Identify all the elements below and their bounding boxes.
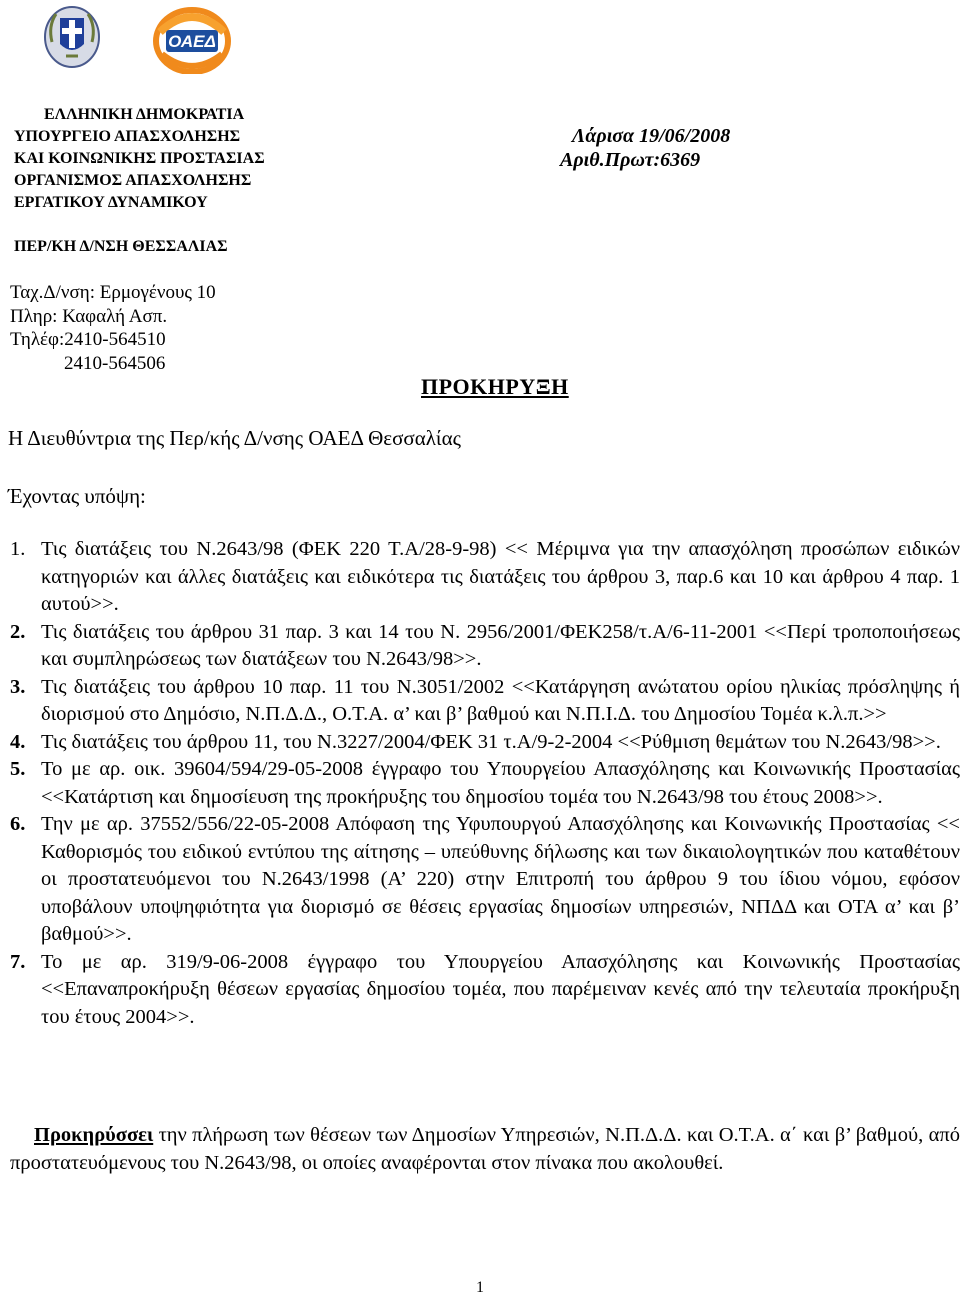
list-item-text: Τις διατάξεις του Ν.2643/98 (ΦΕΚ 220 Τ.Α/28-9-98) << Μέριμνα για την απασχόληση προσώπων ειδικών κατηγοριών και άλλες διατάξεις και ειδικότερα τις διατάξεις του άρθρου 3, παρ.6 και 10 και άρθρου 4 παρ. 1 αυτού>>. <box>41 538 960 615</box>
proclamation-text: την πλήρωση των θέσεων των Δημοσίων Υπηρεσιών, Ν.Π.Δ.Δ. και Ο.Τ.Α. α΄ και β’ βαθμού, από προστατευόμενους του Ν.2643/98, οι οποίες αναφέρονται στον πίνακα που ακολουθεί. <box>10 1124 960 1174</box>
address-street: Ταχ.Δ/νση: Ερμογένους 10 <box>10 282 216 303</box>
list-item <box>10 729 960 757</box>
considerations-list <box>10 536 960 1031</box>
address-contact: Πληρ: Καφαλή Ασπ. <box>10 306 168 327</box>
header-line-social: ΚΑΙ ΚΟΙΝΩΝΙΚΗΣ ΠΡΟΣΤΑΣΙΑΣ <box>14 150 265 167</box>
header-line-workforce: ΕΡΓΑΤΙΚΟΥ ΔΥΝΑΜΙΚΟΥ <box>14 194 208 211</box>
oaed-logo-icon <box>152 4 232 74</box>
list-item-number: 1. <box>10 538 26 560</box>
director-line: Η Διευθύντρια της Περ/κής Δ/νσης ΟΑΕΔ Θεσσαλίας <box>8 426 461 450</box>
list-item <box>10 756 960 811</box>
list-item-text: Το με αρ. 319/9-06-2008 έγγραφο του Υπουργείου Απασχόλησης και Κοινωνικής Προστασίας <<Επαναπροκήρυξη θέσεων εργασίας δημοσίου τομέα, που παρέμειναν κενές από την τελευταία προκήρυξη του έτους 2004>>. <box>41 950 960 1028</box>
list-item-number: 3. <box>10 675 26 698</box>
list-item <box>10 536 960 619</box>
considering-heading: Έχοντας υπόψη: <box>8 484 146 508</box>
list-item-text: Τις διατάξεις του άρθρου 10 παρ. 11 του Ν.3051/2002 <<Κατάργηση ανώτατου ορίου ηλικίας πρόσληψης ή διορισμού στο Δημόσιο, Ν.Π.Δ.Δ., Ο.Τ.Α. α’ και β’ βαθμού και Ν.Π.Ι.Δ. του Δημοσίου Τομέα κ.λ.π.>> <box>41 675 960 725</box>
list-item-number: 6. <box>10 813 26 835</box>
list-item <box>10 619 960 674</box>
address-phone-2: 2410-564506 <box>64 353 166 374</box>
page-number: 1 <box>476 1279 484 1296</box>
greek-republic-seal-icon <box>42 4 102 70</box>
list-item-text: Τις διατάξεις του άρθρου 11, του Ν.3227/2004/ΦΕΚ 31 τ.Α/9-2-2004 <<Ρύθμιση θεμάτων του Ν.2643/98>>. <box>41 730 941 753</box>
proclamation-verb: Προκηρύσσει <box>34 1124 154 1146</box>
list-item-number: 7. <box>10 950 26 973</box>
address-phone-1: Τηλέφ:2410-564510 <box>10 329 166 350</box>
header-branch: ΠΕΡ/ΚΗ Δ/ΝΣΗ ΘΕΣΣΑΛΙΑΣ <box>14 238 228 255</box>
proclamation-paragraph <box>10 1122 960 1177</box>
list-item <box>10 949 960 1032</box>
list-item-text: Την με αρ. 37552/556/22-05-2008 Απόφαση της Υφυπουργού Απασχόλησης και Κοινωνικής Προστασίας << Καθορισμός του ειδικού εντύπου της αίτησης – υπεύθυνης δήλωσης και των δικαιολογητικών που καταθέτουν οι προστατευόμενοι του Ν.2643/1998 (Α’ 220) στην Επιτροπή του άρθρου 9 του ίδιου νόμου, εφόσον υποβάλουν υποψηφιότητα για διορισμό σε θέσεις εργασίας δημοσίων υπηρεσιών, ΝΠΔΔ και ΟΤΑ α’ και β’ βαθμού>>. <box>41 813 960 945</box>
list-item-number: 5. <box>10 758 26 780</box>
protocol-number: Αριθ.Πρωτ:6369 <box>560 149 701 171</box>
list-item-text: Τις διατάξεις του άρθρου 31 παρ. 3 και 14 του Ν. 2956/2001/ΦΕΚ258/τ.Α/6-11-2001 <<Περί τροποποιήσεως και συμπληρώσεως των διατάξεων του Ν.2643/98>>. <box>41 620 960 670</box>
list-item-number: 2. <box>10 620 26 643</box>
header-line-organization: ΟΡΓΑΝΙΣΜΟΣ ΑΠΑΣΧΟΛΗΣΗΣ <box>14 172 252 189</box>
list-item <box>10 674 960 729</box>
list-item <box>10 811 960 949</box>
header-line-republic: ΕΛΛΗΝΙΚΗ ΔΗΜΟΚΡΑΤΙΑ <box>44 106 245 123</box>
list-item-text: Το με αρ. οικ. 39604/594/29-05-2008 έγγραφο του Υπουργείου Απασχόλησης και Κοινωνικής Προστασίας <<Κατάρτιση και δημοσίευση της προκήρυξης του δημοσίου τομέα του Ν.2643/98 του έτους 2008>>. <box>41 758 960 808</box>
place-date: Λάρισα 19/06/2008 <box>572 125 731 147</box>
header-line-ministry: ΥΠΟΥΡΓΕΙΟ ΑΠΑΣΧΟΛΗΣΗΣ <box>14 128 241 145</box>
document-title: ΠΡΟΚΗΡΥΞΗ <box>421 374 569 399</box>
list-item-number: 4. <box>10 730 26 753</box>
oaed-logo-text: ΟΑΕΔ <box>168 32 216 51</box>
